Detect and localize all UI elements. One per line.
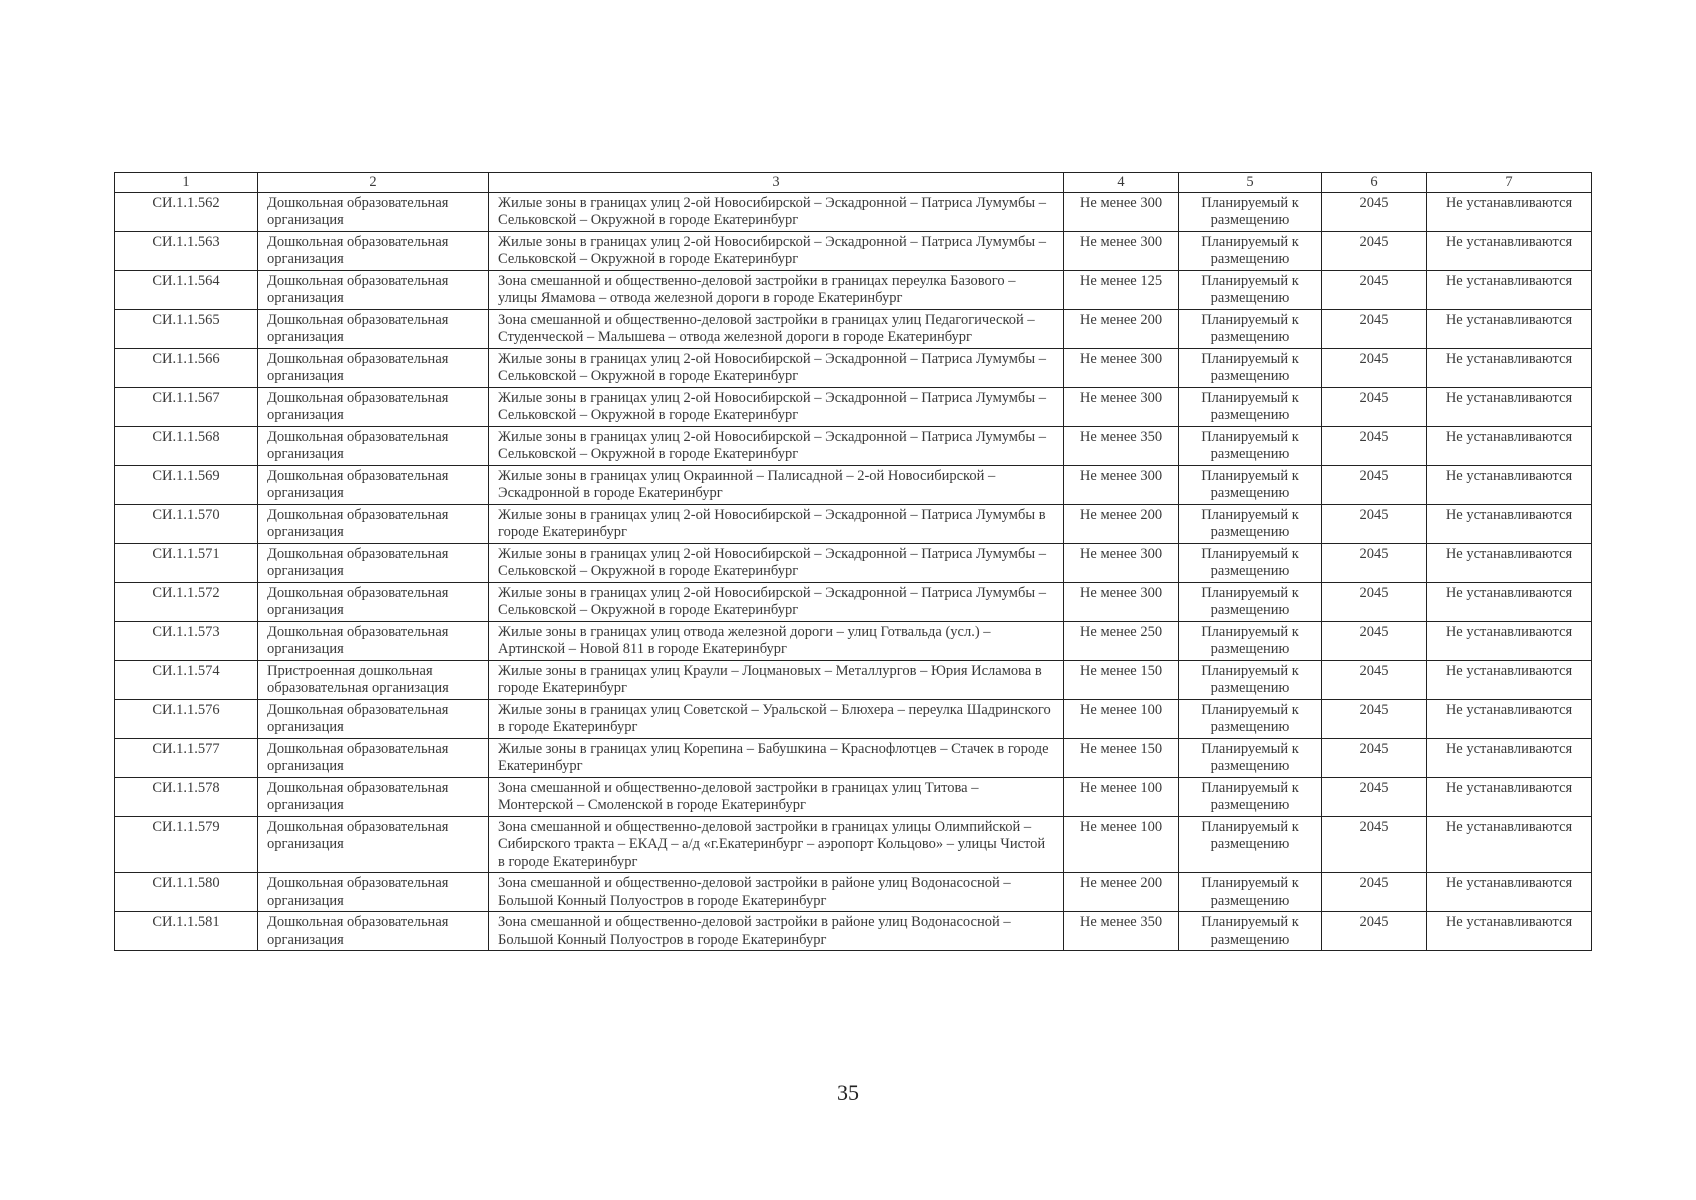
object-type-cell: Дошкольная образовательная организация	[258, 504, 489, 543]
zone-cell: Зона смешанной и общественно-деловой застройки в районе улиц Водонасосной – Большой Конный Полуостров в городе Екатеринбург	[489, 873, 1064, 912]
status-cell: Планируемый к размещению	[1179, 777, 1322, 816]
capacity-cell: Не менее 250	[1064, 621, 1179, 660]
object-type-cell: Дошкольная образовательная организация	[258, 738, 489, 777]
status-cell: Планируемый к размещению	[1179, 621, 1322, 660]
object-type-cell: Дошкольная образовательная организация	[258, 582, 489, 621]
object-id-cell: СИ.1.1.572	[115, 582, 258, 621]
restriction-cell: Не устанавливаются	[1427, 504, 1592, 543]
object-id-cell: СИ.1.1.566	[115, 348, 258, 387]
restriction-cell: Не устанавливаются	[1427, 699, 1592, 738]
zone-cell: Жилые зоны в границах улиц 2-ой Новосибирской – Эскадронной – Патриса Лумумбы – Сельковской – Окружной в городе Екатеринбург	[489, 192, 1064, 231]
column-header-7: 7	[1427, 173, 1592, 193]
year-cell: 2045	[1322, 873, 1427, 912]
year-cell: 2045	[1322, 777, 1427, 816]
status-cell: Планируемый к размещению	[1179, 192, 1322, 231]
object-type-cell: Дошкольная образовательная организация	[258, 912, 489, 951]
zone-cell: Жилые зоны в границах улиц Корепина – Бабушкина – Краснофлотцев – Стачек в городе Екатеринбург	[489, 738, 1064, 777]
table-row	[115, 348, 1592, 387]
restriction-cell: Не устанавливаются	[1427, 816, 1592, 873]
table-row	[115, 504, 1592, 543]
status-cell: Планируемый к размещению	[1179, 504, 1322, 543]
capacity-cell: Не менее 200	[1064, 873, 1179, 912]
object-id-cell: СИ.1.1.574	[115, 660, 258, 699]
restriction-cell: Не устанавливаются	[1427, 231, 1592, 270]
year-cell: 2045	[1322, 582, 1427, 621]
object-id-cell: СИ.1.1.563	[115, 231, 258, 270]
year-cell: 2045	[1322, 348, 1427, 387]
restriction-cell: Не устанавливаются	[1427, 192, 1592, 231]
status-cell: Планируемый к размещению	[1179, 582, 1322, 621]
object-id-cell: СИ.1.1.573	[115, 621, 258, 660]
year-cell: 2045	[1322, 912, 1427, 951]
zone-cell: Жилые зоны в границах улиц Краули – Лоцмановых – Металлургов – Юрия Исламова в городе Екатеринбург	[489, 660, 1064, 699]
table-row	[115, 387, 1592, 426]
object-id-cell: СИ.1.1.577	[115, 738, 258, 777]
table-row	[115, 192, 1592, 231]
capacity-cell: Не менее 300	[1064, 192, 1179, 231]
capacity-cell: Не менее 125	[1064, 270, 1179, 309]
object-id-cell: СИ.1.1.562	[115, 192, 258, 231]
status-cell: Планируемый к размещению	[1179, 465, 1322, 504]
object-type-cell: Дошкольная образовательная организация	[258, 231, 489, 270]
year-cell: 2045	[1322, 309, 1427, 348]
year-cell: 2045	[1322, 738, 1427, 777]
table-row	[115, 873, 1592, 912]
status-cell: Планируемый к размещению	[1179, 543, 1322, 582]
table-row	[115, 777, 1592, 816]
zone-cell: Жилые зоны в границах улиц 2-ой Новосибирской – Эскадронной – Патриса Лумумбы – Сельковской – Окружной в городе Екатеринбург	[489, 387, 1064, 426]
page-number: 35	[837, 1080, 859, 1105]
facilities-table	[114, 172, 1592, 951]
status-cell: Планируемый к размещению	[1179, 309, 1322, 348]
restriction-cell: Не устанавливаются	[1427, 387, 1592, 426]
object-id-cell: СИ.1.1.579	[115, 816, 258, 873]
capacity-cell: Не менее 300	[1064, 231, 1179, 270]
capacity-cell: Не менее 300	[1064, 465, 1179, 504]
table-row	[115, 816, 1592, 873]
object-id-cell: СИ.1.1.565	[115, 309, 258, 348]
column-header-1: 1	[115, 173, 258, 193]
capacity-cell: Не менее 100	[1064, 777, 1179, 816]
capacity-cell: Не менее 200	[1064, 504, 1179, 543]
zone-cell: Жилые зоны в границах улиц 2-ой Новосибирской – Эскадронной – Патриса Лумумбы – Сельковской – Окружной в городе Екатеринбург	[489, 231, 1064, 270]
object-type-cell: Дошкольная образовательная организация	[258, 387, 489, 426]
object-id-cell: СИ.1.1.571	[115, 543, 258, 582]
object-id-cell: СИ.1.1.569	[115, 465, 258, 504]
zone-cell: Зона смешанной и общественно-деловой застройки в районе улиц Водонасосной – Большой Конный Полуостров в городе Екатеринбург	[489, 912, 1064, 951]
status-cell: Планируемый к размещению	[1179, 426, 1322, 465]
year-cell: 2045	[1322, 387, 1427, 426]
status-cell: Планируемый к размещению	[1179, 816, 1322, 873]
restriction-cell: Не устанавливаются	[1427, 738, 1592, 777]
zone-cell: Жилые зоны в границах улиц 2-ой Новосибирской – Эскадронной – Патриса Лумумбы – Сельковской – Окружной в городе Екатеринбург	[489, 348, 1064, 387]
table-row	[115, 270, 1592, 309]
object-type-cell: Дошкольная образовательная организация	[258, 426, 489, 465]
zone-cell: Жилые зоны в границах улиц Окраинной – Палисадной – 2-ой Новосибирской – Эскадронной в городе Екатеринбург	[489, 465, 1064, 504]
table-row	[115, 912, 1592, 951]
year-cell: 2045	[1322, 231, 1427, 270]
zone-cell: Жилые зоны в границах улиц Советской – Уральской – Блюхера – переулка Шадринского в городе Екатеринбург	[489, 699, 1064, 738]
object-type-cell: Дошкольная образовательная организация	[258, 309, 489, 348]
restriction-cell: Не устанавливаются	[1427, 660, 1592, 699]
capacity-cell: Не менее 100	[1064, 816, 1179, 873]
year-cell: 2045	[1322, 426, 1427, 465]
restriction-cell: Не устанавливаются	[1427, 621, 1592, 660]
year-cell: 2045	[1322, 699, 1427, 738]
restriction-cell: Не устанавливаются	[1427, 465, 1592, 504]
table-row	[115, 309, 1592, 348]
status-cell: Планируемый к размещению	[1179, 912, 1322, 951]
object-id-cell: СИ.1.1.564	[115, 270, 258, 309]
capacity-cell: Не менее 100	[1064, 699, 1179, 738]
capacity-cell: Не менее 150	[1064, 738, 1179, 777]
table-row	[115, 426, 1592, 465]
object-id-cell: СИ.1.1.578	[115, 777, 258, 816]
object-type-cell: Дошкольная образовательная организация	[258, 543, 489, 582]
object-type-cell: Пристроенная дошкольная образовательная организация	[258, 660, 489, 699]
column-header-6: 6	[1322, 173, 1427, 193]
capacity-cell: Не менее 300	[1064, 582, 1179, 621]
object-id-cell: СИ.1.1.581	[115, 912, 258, 951]
year-cell: 2045	[1322, 621, 1427, 660]
column-header-3: 3	[489, 173, 1064, 193]
zone-cell: Жилые зоны в границах улиц 2-ой Новосибирской – Эскадронной – Патриса Лумумбы – Сельковской – Окружной в городе Екатеринбург	[489, 582, 1064, 621]
table-row	[115, 465, 1592, 504]
restriction-cell: Не устанавливаются	[1427, 912, 1592, 951]
object-id-cell: СИ.1.1.570	[115, 504, 258, 543]
restriction-cell: Не устанавливаются	[1427, 426, 1592, 465]
status-cell: Планируемый к размещению	[1179, 660, 1322, 699]
capacity-cell: Не менее 300	[1064, 543, 1179, 582]
status-cell: Планируемый к размещению	[1179, 387, 1322, 426]
object-type-cell: Дошкольная образовательная организация	[258, 621, 489, 660]
capacity-cell: Не менее 350	[1064, 426, 1179, 465]
zone-cell: Жилые зоны в границах улиц 2-ой Новосибирской – Эскадронной – Патриса Лумумбы – Сельковской – Окружной в городе Екатеринбург	[489, 426, 1064, 465]
column-header-2: 2	[258, 173, 489, 193]
object-type-cell: Дошкольная образовательная организация	[258, 270, 489, 309]
object-type-cell: Дошкольная образовательная организация	[258, 699, 489, 738]
capacity-cell: Не менее 300	[1064, 348, 1179, 387]
status-cell: Планируемый к размещению	[1179, 348, 1322, 387]
object-id-cell: СИ.1.1.576	[115, 699, 258, 738]
capacity-cell: Не менее 300	[1064, 387, 1179, 426]
zone-cell: Жилые зоны в границах улиц отвода железной дороги – улиц Готвальда (усл.) – Артинской – Новой 811 в городе Екатеринбург	[489, 621, 1064, 660]
year-cell: 2045	[1322, 816, 1427, 873]
column-header-4: 4	[1064, 173, 1179, 193]
restriction-cell: Не устанавливаются	[1427, 543, 1592, 582]
object-id-cell: СИ.1.1.567	[115, 387, 258, 426]
status-cell: Планируемый к размещению	[1179, 231, 1322, 270]
capacity-cell: Не менее 200	[1064, 309, 1179, 348]
year-cell: 2045	[1322, 543, 1427, 582]
table-row	[115, 231, 1592, 270]
status-cell: Планируемый к размещению	[1179, 738, 1322, 777]
object-type-cell: Дошкольная образовательная организация	[258, 816, 489, 873]
year-cell: 2045	[1322, 465, 1427, 504]
zone-cell: Зона смешанной и общественно-деловой застройки в границах улиц Педагогической – Студенческой – Малышева – отвода железной дороги в городе Екатеринбург	[489, 309, 1064, 348]
restriction-cell: Не устанавливаются	[1427, 309, 1592, 348]
status-cell: Планируемый к размещению	[1179, 699, 1322, 738]
object-type-cell: Дошкольная образовательная организация	[258, 465, 489, 504]
status-cell: Планируемый к размещению	[1179, 270, 1322, 309]
year-cell: 2045	[1322, 660, 1427, 699]
zone-cell: Жилые зоны в границах улиц 2-ой Новосибирской – Эскадронной – Патриса Лумумбы в городе Екатеринбург	[489, 504, 1064, 543]
capacity-cell: Не менее 150	[1064, 660, 1179, 699]
object-type-cell: Дошкольная образовательная организация	[258, 777, 489, 816]
capacity-cell: Не менее 350	[1064, 912, 1179, 951]
restriction-cell: Не устанавливаются	[1427, 270, 1592, 309]
object-id-cell: СИ.1.1.580	[115, 873, 258, 912]
object-type-cell: Дошкольная образовательная организация	[258, 873, 489, 912]
restriction-cell: Не устанавливаются	[1427, 582, 1592, 621]
zone-cell: Зона смешанной и общественно-деловой застройки в границах переулка Базового – улицы Ямамова – отвода железной дороги в городе Екатеринбург	[489, 270, 1064, 309]
table-row	[115, 660, 1592, 699]
table-row	[115, 621, 1592, 660]
year-cell: 2045	[1322, 270, 1427, 309]
restriction-cell: Не устанавливаются	[1427, 777, 1592, 816]
zone-cell: Зона смешанной и общественно-деловой застройки в границах улиц Титова – Монтерской – Смоленской в городе Екатеринбург	[489, 777, 1064, 816]
table-row	[115, 582, 1592, 621]
object-type-cell: Дошкольная образовательная организация	[258, 348, 489, 387]
object-id-cell: СИ.1.1.568	[115, 426, 258, 465]
table-body	[115, 192, 1592, 951]
column-header-5: 5	[1179, 173, 1322, 193]
table-row	[115, 543, 1592, 582]
restriction-cell: Не устанавливаются	[1427, 348, 1592, 387]
year-cell: 2045	[1322, 192, 1427, 231]
zone-cell: Зона смешанной и общественно-деловой застройки в границах улицы Олимпийской – Сибирского тракта – ЕКАД – а/д «г.Екатеринбург – аэропорт Кольцово» – улицы Чистой в городе Екатеринбург	[489, 816, 1064, 873]
status-cell: Планируемый к размещению	[1179, 873, 1322, 912]
table-row	[115, 738, 1592, 777]
table-row	[115, 699, 1592, 738]
header-row	[115, 173, 1592, 193]
restriction-cell: Не устанавливаются	[1427, 873, 1592, 912]
zone-cell: Жилые зоны в границах улиц 2-ой Новосибирской – Эскадронной – Патриса Лумумбы – Сельковской – Окружной в городе Екатеринбург	[489, 543, 1064, 582]
year-cell: 2045	[1322, 504, 1427, 543]
object-type-cell: Дошкольная образовательная организация	[258, 192, 489, 231]
